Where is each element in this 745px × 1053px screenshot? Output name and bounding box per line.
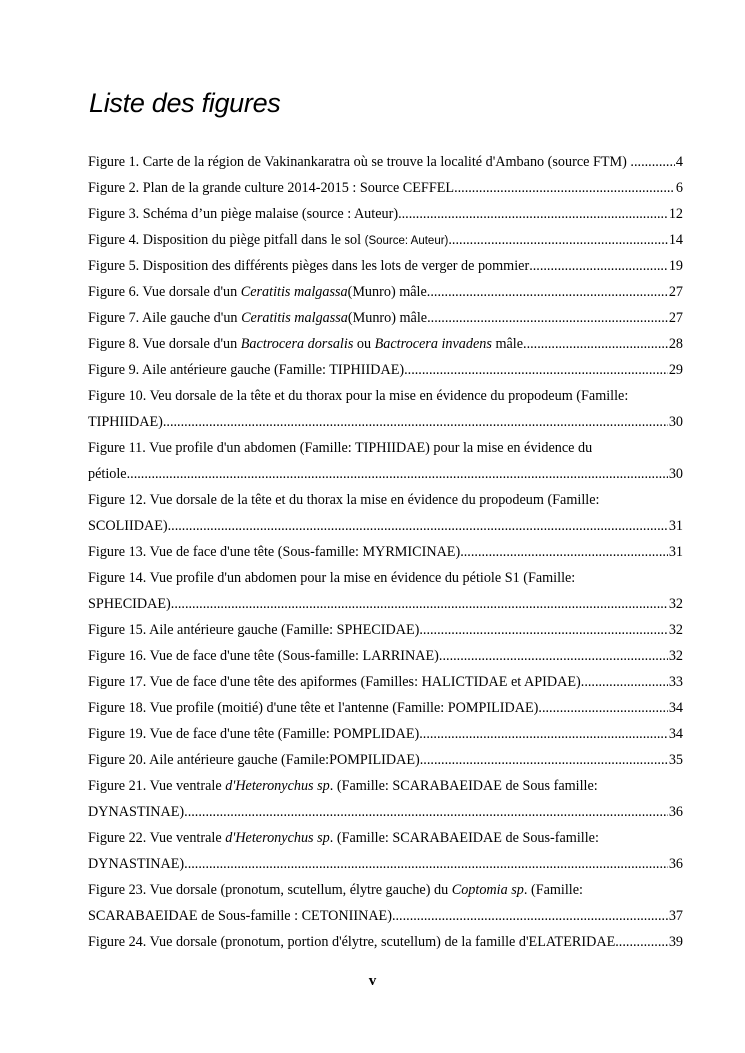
figure-page-number: 29 xyxy=(668,362,683,378)
dot-leader xyxy=(184,799,668,825)
figure-caption-text: Figure 1. Carte de la région de Vakinankaratra où se trouve la localité d'Ambano (source FTM) .. xyxy=(88,154,638,170)
figure-entry[interactable] xyxy=(88,539,683,565)
species-name: Ceratitis malgassa xyxy=(240,284,348,300)
figure-page-number: 27 xyxy=(668,284,683,300)
figure-page-number: 35 xyxy=(668,752,683,768)
figure-entry-line xyxy=(88,383,683,409)
figure-page-number: 30 xyxy=(668,414,683,430)
species-name: Coptomia sp xyxy=(451,882,524,898)
figure-caption-text: SPHECIDAE) xyxy=(88,596,171,612)
figure-page-number: 30 xyxy=(668,466,683,482)
figure-entry-line xyxy=(88,669,683,695)
figure-caption-text: Figure 17. Vue de face d'une tête des apiformes (Familles: HALICTIDAE et APIDAE) xyxy=(88,674,581,690)
figure-caption-text: Figure 16. Vue de face d'une tête (Sous-famille: LARRINAE) xyxy=(88,648,439,664)
figure-page-number: 34 xyxy=(668,700,683,716)
figure-entry-line xyxy=(88,617,683,643)
figure-caption-text: mâle xyxy=(491,336,524,352)
list-of-figures xyxy=(88,149,683,955)
figure-caption-text: Figure 3. Schéma d’un piège malaise (source : Auteur) xyxy=(88,206,399,222)
figure-entry-line xyxy=(88,929,683,955)
figure-source: (Source: Auteur) xyxy=(364,235,449,247)
figure-entry[interactable] xyxy=(88,149,683,175)
dot-leader xyxy=(127,461,668,487)
figure-caption xyxy=(88,357,404,383)
figure-caption-text: Figure 9. Aile antérieure gauche (Famille: TIPHIIDAE) xyxy=(88,362,405,378)
figure-entry-line xyxy=(88,903,683,929)
figure-entry[interactable] xyxy=(88,175,683,201)
figure-entry-line xyxy=(88,591,683,617)
figure-caption xyxy=(88,513,168,539)
figure-caption-text: Figure 4. Disposition du piège pitfall dans le sol xyxy=(88,232,365,248)
species-name: d'Heteronychus sp xyxy=(225,830,330,846)
figure-caption-text: Figure 24. Vue dorsale (pronotum, portion d'élytre, scutellum) de la famille d'ELATERIDAE xyxy=(88,934,616,950)
dot-leader xyxy=(523,331,668,357)
dot-leader xyxy=(184,851,668,877)
figure-entry-line xyxy=(88,539,683,565)
figure-caption-text: . (Famille: SCARABAEIDAE de Sous-famille: xyxy=(329,830,599,846)
figure-caption-text: . (Famille: SCARABAEIDAE de Sous famille: xyxy=(329,778,598,794)
figure-caption-text: Figure 18. Vue profile (moitié) d'une tête et l'antenne (Famille: POMPILIDAE) xyxy=(88,700,539,716)
figure-page-number: 27 xyxy=(668,310,683,326)
figure-caption-text: Figure 10. Veu dorsale de la tête et du thorax pour la mise en évidence du propodeum (Famille: xyxy=(88,388,629,404)
figure-entry[interactable] xyxy=(88,253,683,279)
figure-caption xyxy=(88,591,171,617)
figure-caption-text: Figure 11. Vue profile d'un abdomen (Famille: TIPHIIDAE) pour la mise en évidence du xyxy=(88,440,593,456)
figure-caption-text: Figure 12. Vue dorsale de la tête et du thorax la mise en évidence du propodeum (Famille: xyxy=(88,492,600,508)
figure-caption xyxy=(88,539,460,565)
figure-entry-line xyxy=(88,487,683,513)
page-title: Liste des figures xyxy=(89,88,281,118)
figure-entry[interactable] xyxy=(88,929,683,955)
figure-entry-line xyxy=(88,357,683,383)
figure-page-number: 19 xyxy=(668,258,683,274)
figure-caption-text: DYNASTINAE) xyxy=(88,804,185,820)
figure-caption-text: Figure 21. Vue ventrale xyxy=(88,778,226,794)
figure-caption xyxy=(88,461,127,487)
figure-caption xyxy=(88,253,529,279)
figure-caption xyxy=(88,227,448,253)
figure-entry-line xyxy=(88,253,683,279)
figure-caption-text: Figure 19. Vue de face d'une tête (Famille: POMPLIDAE) xyxy=(88,726,420,742)
figure-caption xyxy=(88,149,638,175)
dot-leader xyxy=(404,357,668,383)
figure-caption-text: (Munro) mâle xyxy=(347,310,428,326)
figure-entry-line xyxy=(88,721,683,747)
figure-entry-line xyxy=(88,877,683,903)
figure-entry[interactable] xyxy=(88,305,683,331)
figure-caption-text: pétiole xyxy=(88,466,127,482)
dot-leader xyxy=(163,409,668,435)
figure-entry[interactable] xyxy=(88,435,683,487)
figure-page-number: 14 xyxy=(668,232,683,248)
figure-entry[interactable] xyxy=(88,669,683,695)
figure-entry[interactable] xyxy=(88,227,683,253)
dot-leader xyxy=(420,747,668,773)
figure-caption xyxy=(88,747,420,773)
figure-caption xyxy=(88,669,581,695)
figure-entry-line xyxy=(88,513,683,539)
figure-entry-line xyxy=(88,565,683,591)
dot-leader xyxy=(392,903,668,929)
figure-caption-text: TIPHIIDAE) xyxy=(88,414,163,430)
figure-caption-text: Figure 8. Vue dorsale d'un xyxy=(88,336,241,352)
figure-caption-text: Figure 23. Vue dorsale (pronotum, scutellum, élytre gauche) du xyxy=(88,882,452,898)
figure-caption xyxy=(88,305,427,331)
figure-entry-line xyxy=(88,279,683,305)
figure-caption xyxy=(88,409,163,435)
figure-entry-line xyxy=(88,461,683,487)
figure-entry-line xyxy=(88,695,683,721)
figure-caption-text: Figure 2. Plan de la grande culture 2014-2015 : Source CEFFEL xyxy=(88,180,455,196)
figure-entry-line xyxy=(88,825,683,851)
figure-entry[interactable] xyxy=(88,487,683,539)
species-name: d'Heteronychus sp xyxy=(225,778,330,794)
dot-leader xyxy=(398,201,668,227)
figure-caption-text: . (Famille: xyxy=(523,882,583,898)
figure-entry[interactable] xyxy=(88,695,683,721)
figure-caption-text: Figure 22. Vue ventrale xyxy=(88,830,226,846)
figure-caption xyxy=(88,695,538,721)
figure-page-number: 31 xyxy=(668,544,683,560)
figure-page-number: 39 xyxy=(668,934,683,950)
figure-entry[interactable] xyxy=(88,279,683,305)
figure-entry[interactable] xyxy=(88,331,683,357)
figure-page-number: 32 xyxy=(668,596,683,612)
species-name: Bactrocera dorsalis xyxy=(240,336,354,352)
figure-page-number: 32 xyxy=(668,648,683,664)
figure-entry-line xyxy=(88,799,683,825)
figure-caption-text: DYNASTINAE) xyxy=(88,856,185,872)
figure-entry[interactable] xyxy=(88,877,683,929)
species-name: Bactrocera invadens xyxy=(374,336,492,352)
figure-entry-line xyxy=(88,227,683,253)
figure-caption-text: Figure 7. Aile gauche d'un xyxy=(88,310,242,326)
figure-entry[interactable] xyxy=(88,201,683,227)
figure-caption xyxy=(88,721,419,747)
dot-leader xyxy=(439,643,668,669)
dot-leader xyxy=(427,305,668,331)
figure-caption-text: Figure 20. Aile antérieure gauche (Famile:POMPILIDAE) xyxy=(88,752,420,768)
dot-leader xyxy=(448,227,667,253)
figure-entry-line xyxy=(88,175,683,201)
figure-caption-text: Figure 15. Aile antérieure gauche (Famille: SPHECIDAE) xyxy=(88,622,420,638)
figure-entry-line xyxy=(88,851,683,877)
figure-entry-line xyxy=(88,409,683,435)
dot-leader xyxy=(427,279,668,305)
figure-page-number: 4 xyxy=(675,154,683,170)
figure-caption xyxy=(88,799,184,825)
figure-caption-text: Figure 13. Vue de face d'une tête (Sous-famille: MYRMICINAE) xyxy=(88,544,461,560)
figure-caption-text: SCOLIIDAE) xyxy=(88,518,168,534)
figure-caption xyxy=(88,279,427,305)
figure-caption-text: Figure 14. Vue profile d'un abdomen pour la mise en évidence du pétiole S1 (Famille: xyxy=(88,570,576,586)
dot-leader xyxy=(615,929,668,955)
figure-entry[interactable] xyxy=(88,773,683,825)
figure-caption xyxy=(88,851,184,877)
figure-entry[interactable] xyxy=(88,721,683,747)
figure-caption xyxy=(88,643,439,669)
figure-caption-text: SCARABAEIDAE de Sous-famille : CETONIINAE) xyxy=(88,908,392,924)
dot-leader xyxy=(581,669,668,695)
figure-caption-text: Figure 5. Disposition des différents pièges dans les lots de verger de pommier xyxy=(88,258,530,274)
figure-entry[interactable] xyxy=(88,643,683,669)
figure-entry[interactable] xyxy=(88,825,683,877)
figure-entry[interactable] xyxy=(88,617,683,643)
figure-caption xyxy=(88,201,398,227)
dot-leader xyxy=(538,695,667,721)
figure-page-number: 28 xyxy=(668,336,683,352)
figure-entry[interactable] xyxy=(88,383,683,435)
dot-leader xyxy=(171,591,668,617)
figure-page-number: 33 xyxy=(668,674,683,690)
figure-entry-line xyxy=(88,201,683,227)
page-number: v xyxy=(368,973,377,989)
dot-leader xyxy=(638,149,675,175)
figure-page-number: 31 xyxy=(668,518,683,534)
figure-entry-line xyxy=(88,149,683,175)
figure-entry[interactable] xyxy=(88,357,683,383)
figure-page-number: 37 xyxy=(668,908,683,924)
figure-entry-line xyxy=(88,331,683,357)
figure-caption xyxy=(88,617,419,643)
figure-entry-line xyxy=(88,305,683,331)
figure-caption xyxy=(88,903,392,929)
figure-caption xyxy=(88,175,454,201)
figure-caption-text: (Munro) mâle xyxy=(347,284,427,300)
dot-leader xyxy=(454,175,675,201)
figure-page-number: 32 xyxy=(668,622,683,638)
dot-leader xyxy=(460,539,668,565)
figure-entry-line xyxy=(88,747,683,773)
species-name: Ceratitis malgassa xyxy=(241,310,348,326)
figure-caption xyxy=(88,929,615,955)
dot-leader xyxy=(419,721,668,747)
dot-leader xyxy=(419,617,667,643)
figure-page-number: 36 xyxy=(668,804,683,820)
figure-entry[interactable] xyxy=(88,565,683,617)
figure-entry[interactable] xyxy=(88,747,683,773)
figure-entry-line xyxy=(88,435,683,461)
figure-entry-line xyxy=(88,643,683,669)
figure-entry-line xyxy=(88,773,683,799)
figure-page-number: 36 xyxy=(668,856,683,872)
figure-caption-text: ou xyxy=(353,336,375,352)
figure-page-number: 12 xyxy=(668,206,683,222)
figure-page-number: 6 xyxy=(675,180,683,196)
figure-caption xyxy=(88,331,523,357)
dot-leader xyxy=(168,513,668,539)
figure-page-number: 34 xyxy=(668,726,683,742)
dot-leader xyxy=(529,253,668,279)
figure-caption-text: Figure 6. Vue dorsale d'un xyxy=(88,284,241,300)
